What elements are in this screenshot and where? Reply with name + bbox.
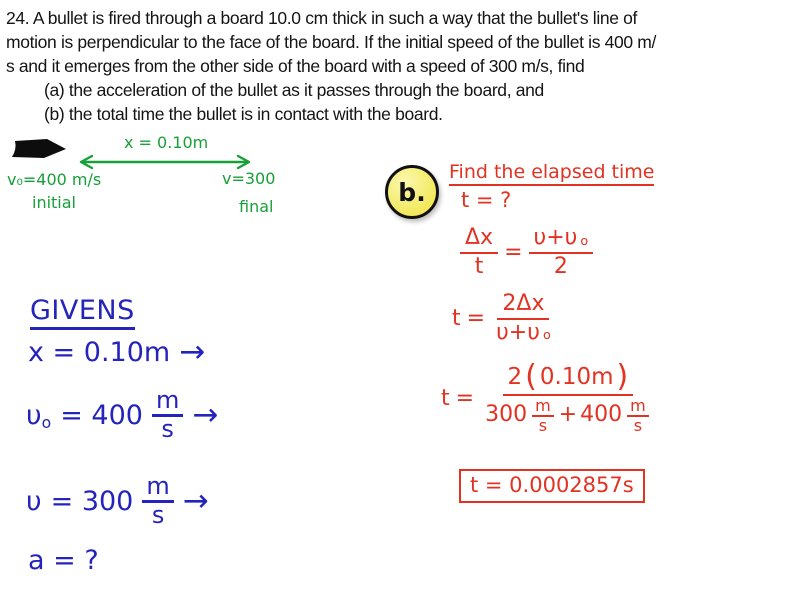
part-b-heading: Find the elapsed time xyxy=(449,161,654,186)
open-paren: ( xyxy=(525,359,537,394)
problem-line: 24. A bullet is fired through a board 10.0 cm thick in such a way that the bullet's line of xyxy=(6,8,638,28)
unit-fraction: m s xyxy=(532,397,554,434)
fraction: υ+υ $_o$ 2 xyxy=(529,226,594,279)
equals-sign: = xyxy=(466,306,486,332)
distance-label: x = 0.10m xyxy=(124,133,209,152)
given-acceleration-unknown: a = ? xyxy=(28,545,99,576)
final-speed-label: v=300 xyxy=(222,169,276,188)
fraction: $\frac{\Delta x}{t}$ xyxy=(460,226,498,279)
right-arrow-icon: → xyxy=(179,334,206,370)
numeric-time-equation: t = 2 ( 0.10m ) 300 m s + 400 m s xyxy=(441,363,656,434)
given-initial-velocity: υ $_o$ = 400 m s → xyxy=(26,386,219,443)
result-box: t = 0.0002857s xyxy=(459,469,645,503)
close-paren: ) xyxy=(616,359,629,394)
bullet-icon xyxy=(10,137,68,161)
problem-line: s and it emerges from the other side of the board with a speed of 300 m/s, find xyxy=(6,56,585,76)
average-velocity-equation xyxy=(460,226,593,279)
initial-speed-label: v₀=400 m/s xyxy=(7,170,102,189)
problem-line: motion is perpendicular to the face of the board. If the initial speed of the bullet is 400 m/ xyxy=(6,32,657,52)
unit-fraction: m s xyxy=(142,474,173,529)
fraction: 2Δx υ+υ $_o$ xyxy=(496,291,551,345)
equals-sign: = xyxy=(504,240,523,266)
right-arrow-icon: → xyxy=(182,482,209,519)
unknown-time: t = ? xyxy=(461,188,512,212)
final-caption: final xyxy=(239,197,274,216)
given-x: x = 0.10m → xyxy=(28,334,206,370)
unit-fraction: m s xyxy=(627,397,649,434)
right-arrow-icon: → xyxy=(192,396,219,433)
problem-text xyxy=(6,6,656,126)
fraction: 2 ( 0.10m ) 300 m s + 400 m s xyxy=(480,363,656,434)
plus-sign: + xyxy=(558,402,578,428)
equals-sign: = xyxy=(455,386,475,412)
part-b-badge xyxy=(385,165,439,219)
unit-fraction: m s xyxy=(152,388,183,443)
given-final-velocity: υ = 300 m s → xyxy=(26,472,209,529)
givens-title: GIVENS xyxy=(30,295,135,330)
solved-time-equation: t = 2Δx υ+υ $_o$ xyxy=(452,292,556,345)
problem-line-a: (a) the acceleration of the bullet as it passes through the board, and xyxy=(44,80,544,100)
part-b-badge-label: b. xyxy=(398,177,426,207)
problem-line-b: (b) the total time the bullet is in contact with the board. xyxy=(44,104,443,124)
initial-caption: initial xyxy=(32,193,76,212)
